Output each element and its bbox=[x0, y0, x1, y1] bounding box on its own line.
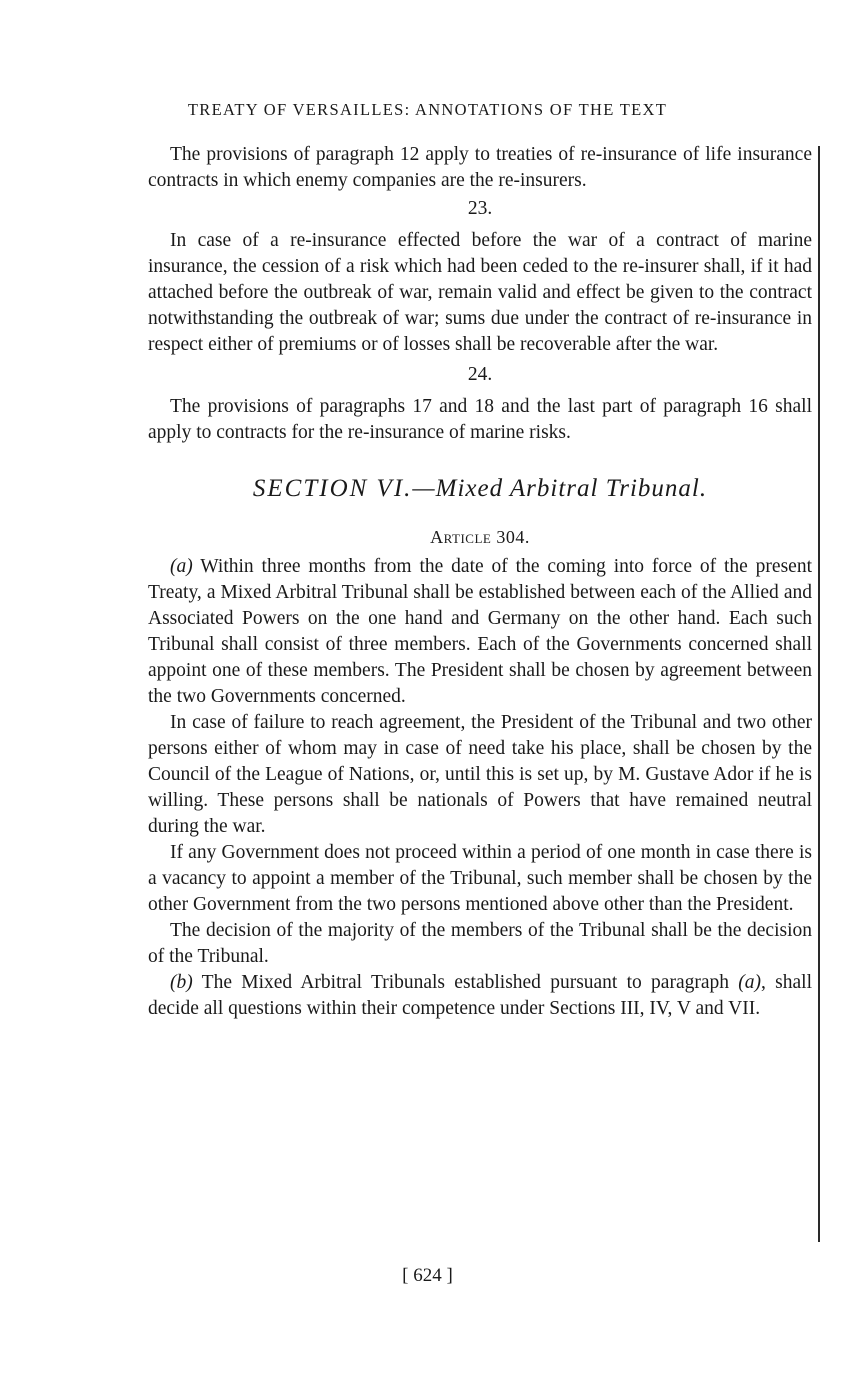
article-paragraph-a bbox=[148, 554, 812, 710]
paragraph-continuation: The provisions of paragraph 12 apply to treaties of re-insurance of life insurance contracts in which enemy companies are the re-insurers. bbox=[148, 144, 812, 191]
section-label: SECTION VI. bbox=[252, 475, 413, 502]
article-paragraph-b bbox=[148, 970, 812, 1022]
text-column bbox=[148, 142, 812, 1022]
paragraph-number-23: 23. bbox=[467, 198, 493, 219]
paragraph-23: In case of a re-insurance effected before the war of a contract of marine insurance, the cession of a risk which had been ceded to the re-insurer shall, if it had attached before the outbreak of war, remain valid and effect be given to the contract notwithstanding the outbreak of war; sums due under the contract of re-insurance in respect either of premiums or of losses shall be recoverable after the war. bbox=[148, 230, 812, 355]
running-head: TREATY OF VERSAILLES: ANNOTATIONS OF THE TEXT bbox=[187, 100, 668, 119]
article-number: 304. bbox=[496, 527, 530, 547]
paragraph-24: The provisions of paragraphs 17 and 18 and the last part of paragraph 16 shall apply to contracts for the re-insurance of marine risks. bbox=[148, 396, 812, 443]
article-paragraph-2: In case of failure to reach agreement, the President of the Tribunal and two other persons either of whom may in case of need take his place, shall be chosen by the Council of the League of Nations, or, until this is set up, by M. Gustave Ador if he is willing. These persons shall be nationals of Powers that have remained neutral during the war. bbox=[148, 712, 812, 837]
paragraph-b-text-1: The Mixed Arbitral Tribunals established pursuant to paragraph bbox=[192, 972, 739, 993]
paragraph-b-reference: (a) bbox=[738, 972, 762, 993]
paragraph-a-text: Within three months from the date of the coming into force of the present Treaty, a Mixed Arbitral Tribunal shall be established between each of the Allied and Associated Powers on the one hand and Germany on the other hand. Each such Tribunal shall consist of three members. Each of the Governments concerned shall appoint one of these members. The President shall be chosen by agreement between the two Governments concerned. bbox=[148, 556, 812, 707]
section-title: Mixed Arbitral Tribunal. bbox=[435, 475, 708, 502]
page-number: [ 624 ] bbox=[402, 1265, 453, 1286]
article-paragraph-4: The decision of the majority of the members of the Tribunal shall be the decision of the Tribunal. bbox=[148, 920, 812, 967]
paragraph-marker-a: (a) bbox=[170, 556, 193, 577]
paragraph-marker-b: (b) bbox=[170, 972, 193, 993]
article-heading bbox=[148, 524, 812, 550]
paragraph-number-24: 24. bbox=[467, 364, 493, 385]
article-word: Article bbox=[430, 527, 492, 547]
margin-rule bbox=[818, 146, 820, 1242]
section-dash: — bbox=[412, 475, 436, 502]
paragraph-b-text-2: , shall decide all questions within their competence under Sections III, IV, V and VII. bbox=[148, 972, 812, 1019]
article-paragraph-3: If any Government does not proceed within a period of one month in case there is a vacancy to appoint a member of the Tribunal, such member shall be chosen by the other Government from the two persons mentioned above other than the President. bbox=[148, 842, 812, 915]
section-heading bbox=[148, 476, 812, 502]
